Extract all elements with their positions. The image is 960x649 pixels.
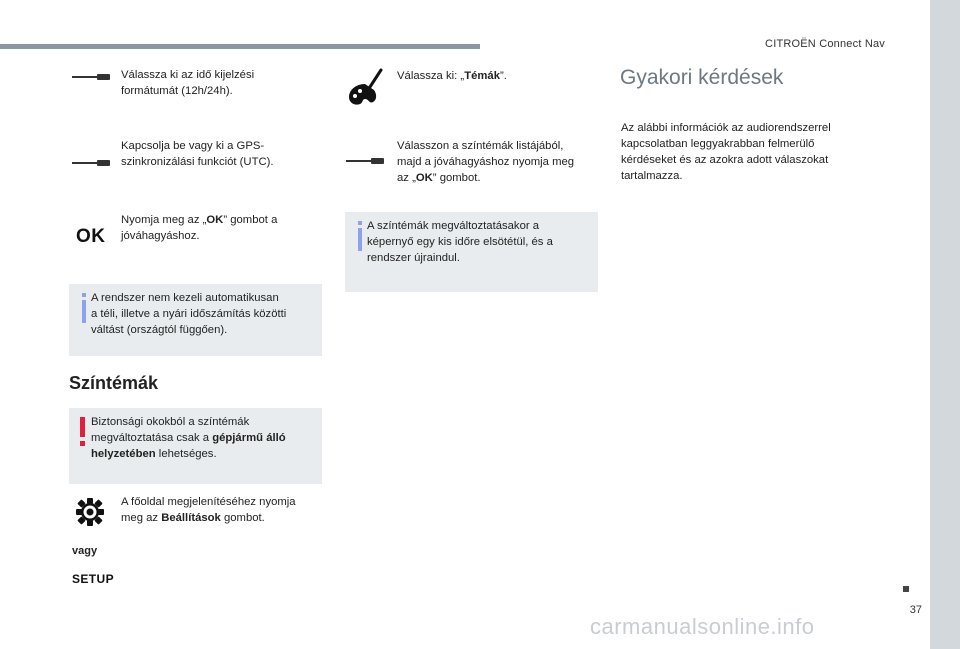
palette-icon <box>346 68 384 108</box>
or-label: vagy <box>72 545 98 557</box>
side-strip <box>930 0 960 649</box>
ok-icon: OK <box>76 226 106 247</box>
page-marker <box>903 586 909 592</box>
watermark: carmanualsonline.info <box>590 614 815 639</box>
step-text: Válassza ki: „Témák”. <box>397 70 507 82</box>
header-brand: CITROËN Connect Nav <box>765 38 885 50</box>
page-number: 37 <box>909 604 922 616</box>
info-box <box>345 212 598 292</box>
step-text: Válasszon a színtémák listájából, majd a jóváhagyáshoz nyomja meg az „OK” gombot. <box>397 140 575 184</box>
faq-text: Az alábbi információk az audiorendszerrel kapcsolatban leggyakrabban felmerülő kérdéseket és az azokra adott válaszokat tartalmazza. <box>621 122 831 182</box>
info-text: A színtémák megváltoztatásakor a képernyő egy kis időre elsötétül, és a rendszer újraindul. <box>367 220 553 264</box>
settings-gear-icon <box>76 498 104 526</box>
step-text: Válassza ki az idő kijelzési formátumát (12h/24h). <box>121 69 255 97</box>
info-box <box>69 284 322 356</box>
step-text: Kapcsolja be vagy ki a GPS- szinkronizálási funkciót (UTC). <box>121 140 274 168</box>
step-text: Nyomja meg az „OK” gombot a jóváhagyáshoz. <box>121 214 278 242</box>
menu-line-icon <box>72 76 110 78</box>
setup-label: SETUP <box>72 572 115 586</box>
info-icon <box>77 293 91 323</box>
step-text: A főoldal megjelenítéséhez nyomja meg az Beállítások gombot. <box>121 496 296 524</box>
faq-title: Gyakori kérdések <box>620 66 784 89</box>
menu-line-icon <box>72 162 110 164</box>
header-rule <box>0 44 480 49</box>
warning-box <box>69 408 322 484</box>
info-icon <box>353 221 367 251</box>
warning-text: Biztonsági okokból a színtémák megváltoztatása csak a gépjármű álló helyzetében lehetséges. <box>91 416 286 460</box>
menu-line-icon <box>346 160 384 162</box>
section-title: Színtémák <box>69 373 159 393</box>
warning-icon <box>76 417 90 447</box>
info-text: A rendszer nem kezeli automatikusan a téli, illetve a nyári időszámítás közötti váltást (országtól függően). <box>91 292 287 336</box>
